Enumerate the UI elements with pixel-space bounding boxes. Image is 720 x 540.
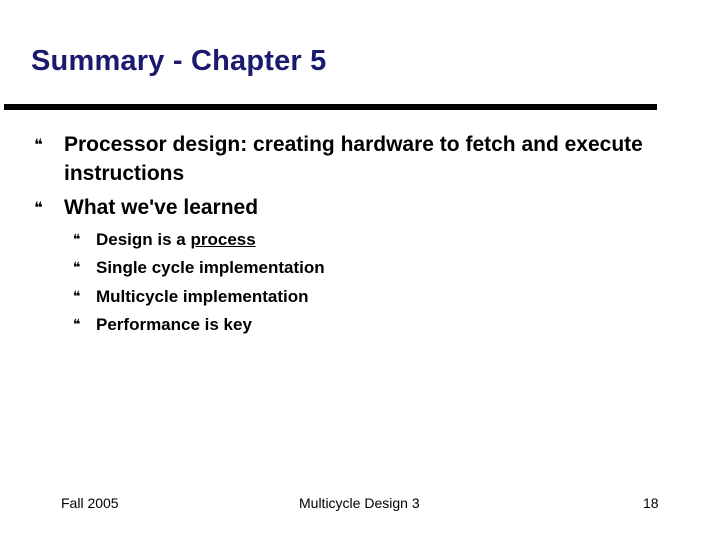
sub-bullet-text-plain: Design is a [96, 230, 191, 249]
sub-bullet-text [96, 229, 633, 251]
sub-bullet-text: Single cycle implementation [96, 258, 325, 277]
bullet-icon: ❝ [34, 198, 43, 217]
sub-bullet-text: Multicycle implementation [96, 287, 309, 306]
bullet-icon: ❝ [73, 289, 81, 305]
sub-bullet-item-1 [73, 229, 633, 251]
bullet-text: What we've learned [64, 196, 259, 219]
sub-bullet-item-3 [73, 286, 633, 308]
footer-title: Multicycle Design 3 [299, 495, 420, 511]
slide-number: 18 [643, 495, 659, 511]
sub-bullet-text: Performance is key [96, 315, 252, 334]
bullet-icon: ❝ [34, 135, 43, 154]
bullet-icon: ❝ [73, 260, 81, 276]
title-divider [4, 104, 657, 110]
bullet-icon: ❝ [73, 317, 81, 333]
bullet-item-1 [34, 130, 654, 188]
bullet-item-2 [34, 193, 654, 222]
sub-bullet-item-4 [73, 314, 633, 336]
bullet-icon: ❝ [73, 232, 81, 248]
slide-title: Summary - Chapter 5 [31, 45, 327, 77]
bullet-text: Processor design: creating hardware to fetch and execute instructions [64, 133, 643, 185]
footer-date: Fall 2005 [61, 495, 119, 511]
sub-bullet-text-underlined: process [190, 230, 256, 249]
sub-bullet-item-2 [73, 257, 633, 279]
